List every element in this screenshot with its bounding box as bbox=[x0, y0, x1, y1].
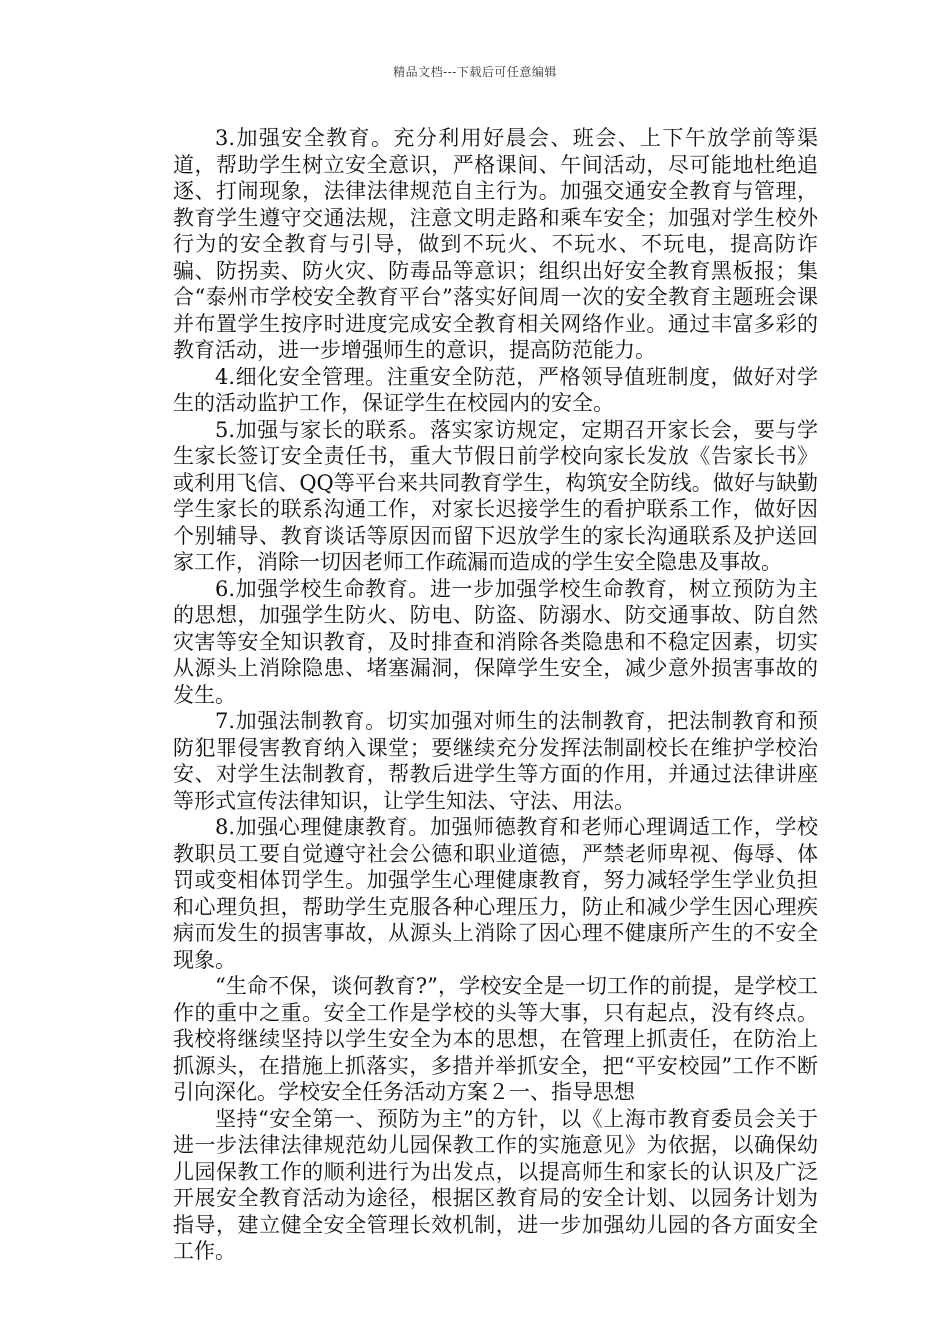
paragraph-conclusion: “生命不保，谈何教育?”，学校安全是一切工作的前提，是学校工作的重中之重。安全工作是学校的头等大事，只有起点，没有终点。我校将继续坚持以学生安全为本的思想，在管理上抓责任，在防治上抓源头，在措施上抓落实，多措并举抓安全，把“平安校园”工作不断引向深化。学校安全任务活动方案２一、指导思想 bbox=[173, 974, 818, 1104]
paragraph-mental-health: 8.加强心理健康教育。加强师德教育和老师心理调适工作，学校教职员工要自觉遵守社会公德和职业道德，严禁老师卑视、侮辱、体罚或变相体罚学生。加强学生心理健康教育，努力减轻学生学业负担和心理负担，帮助学生克服各种心理压力，防止和减少学生因心理疾病而发生的损害事故，从源头上消除了因心理不健康所产生的不安全现象。 bbox=[173, 815, 818, 972]
paragraph-guiding-principle: 坚持“安全第一、预防为主”的方针，以《上海市教育委员会关于进一步法律法律规范幼儿园保教工作的实施意见》为依据，以确保幼儿园保教工作的顺利进行为出发点，以提高师生和家长的认识及广泛开展安全教育活动为途径，根据区教育局的安全计划、以园务计划为指导，建立健全安全管理长效机制，进一步加强幼儿园的各方面安全工作。 bbox=[173, 1106, 818, 1263]
paragraph-safety-education: 3.加强安全教育。充分利用好晨会、班会、上下午放学前等渠道，帮助学生树立安全意识，严格课间、午间活动，尽可能地杜绝追逐、打闹现象，法律法律规范自主行为。加强交通安全教育与管理，教育学生遵守交通法规，注意文明走路和乘车安全；加强对学生校外行为的安全教育与引导，做到不玩火、不玩水、不玩电，提高防诈骗、防拐卖、防火灾、防毒品等意识；组织出好安全教育黑板报；集合“泰州市学校安全教育平台”落实好间周一次的安全教育主题班会课并布置学生按序时进度完成安全教育相关网络作业。通过丰富多彩的教育活动，进一步增强师生的意识，提高防范能力。 bbox=[173, 126, 818, 362]
paragraph-safety-management: 4.细化安全管理。注重安全防范，严格领导值班制度，做好对学生的活动监护工作，保证学生在校园内的安全。 bbox=[173, 364, 818, 415]
paragraph-parent-contact: 5.加强与家长的联系。落实家访规定，定期召开家长会，要与学生家长签订安全责任书，重大节假日前学校向家长发放《告家长书》或利用飞信、QQ等平台来共同教育学生，构筑安全防线。做好与缺勤学生家长的联系沟通工作，对家长迟接学生的看护联系工作，做好因个别辅导、教育谈话等原因而留下迟放学生的家长沟通联系及护送回家工作，消除一切因老师工作疏漏而造成的学生安全隐患及事故。 bbox=[173, 417, 818, 574]
paragraph-legal-education: 7.加强法制教育。切实加强对师生的法制教育，把法制教育和预防犯罪侵害教育纳入课堂；要继续充分发挥法制副校长在维护学校治安、对学生法制教育，帮教后进学生等方面的作用，并通过法律讲座等形式宣传法律知识，让学生知法、守法、用法。 bbox=[173, 709, 818, 813]
page-header: 精品文档---下载后可任意编辑 bbox=[393, 65, 557, 79]
paragraph-life-education: 6.加强学校生命教育。进一步加强学校生命教育，树立预防为主的思想，加强学生防火、防电、防盗、防溺水、防交通事故、防自然灾害等安全知识教育，及时排查和消除各类隐患和不稳定因素，切实从源头上消除隐患、堵塞漏洞，保障学生安全，减少意外损害事故的发生。 bbox=[173, 576, 818, 707]
document-body bbox=[173, 125, 818, 1265]
